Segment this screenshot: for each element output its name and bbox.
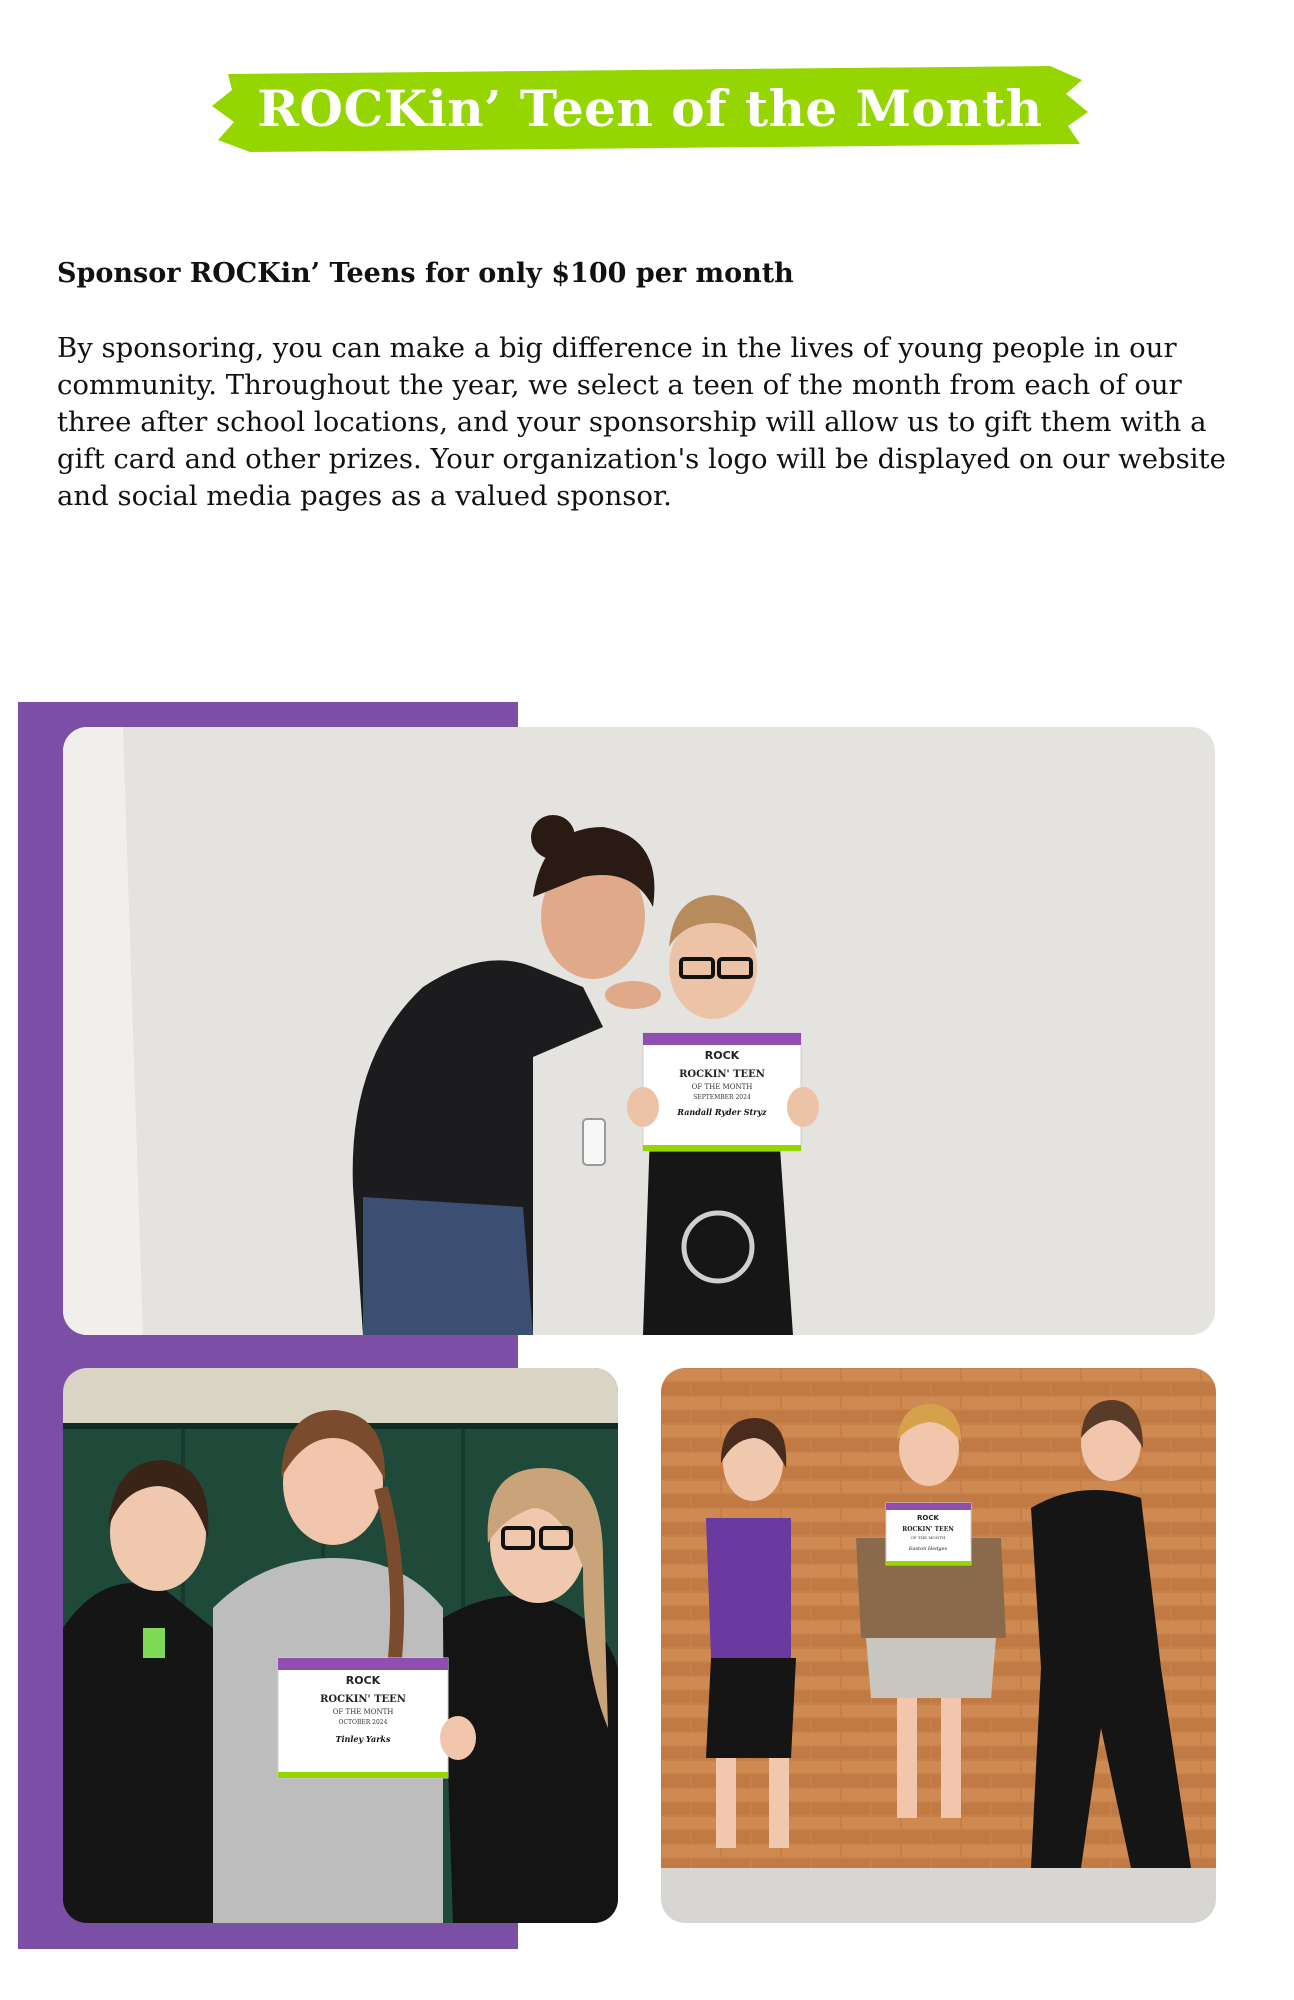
cert-date: OCTOBER 2024 xyxy=(338,1719,388,1726)
photo-teen-november xyxy=(661,1368,1216,1923)
sponsor-heading: Sponsor ROCKin’ Teens for only $100 per month xyxy=(57,258,794,289)
cert-title: ROCKIN' TEEN xyxy=(679,1069,765,1080)
cert-name: Easton Hedges xyxy=(908,1546,948,1552)
photo-teen-october xyxy=(63,1368,618,1923)
photo-teen-september xyxy=(63,727,1215,1335)
title-banner xyxy=(210,60,1090,156)
cert-brand: ROCK xyxy=(917,1514,939,1522)
cert-subtitle: OF THE MONTH xyxy=(691,1083,753,1091)
cert-date: SEPTEMBER 2024 xyxy=(693,1094,751,1101)
cert-title: ROCKIN' TEEN xyxy=(902,1526,954,1533)
cert-name: Tinley Yarks xyxy=(335,1734,391,1744)
cert-name: Randall Ryder Stryz xyxy=(677,1107,767,1117)
cert-brand: ROCK xyxy=(704,1049,740,1062)
cert-subtitle: OF THE MONTH xyxy=(910,1535,946,1540)
sponsor-paragraph: By sponsoring, you can make a big difference in the lives of young people in our community. Throughout the year, we select a teen of the month from each of our three after school locations, and your sponsorship will allow us to gift them with a gift card and other prizes. Your organization's logo will be displayed on our website and social media pages as a valued sponsor. xyxy=(57,332,1226,512)
page-title: ROCKin’ Teen of the Month xyxy=(257,78,1043,138)
cert-subtitle: OF THE MONTH xyxy=(332,1708,394,1716)
cert-brand: ROCK xyxy=(345,1674,381,1687)
cert-title: ROCKIN' TEEN xyxy=(320,1694,406,1705)
